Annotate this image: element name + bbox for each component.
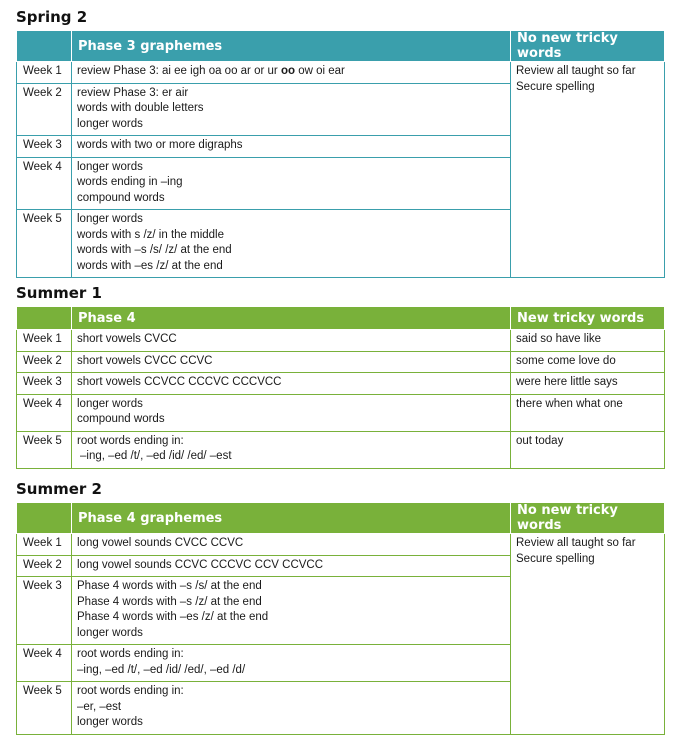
header-tricky-words: New tricky words: [511, 307, 665, 330]
week-label: Week 3: [17, 577, 72, 645]
week-label: Week 2: [17, 555, 72, 577]
header-week: [17, 307, 72, 330]
content-line: short vowels CCVCC CCCVC CCCVCC: [77, 376, 282, 388]
side-note-line: Review all taught so far: [516, 537, 636, 549]
schedule-table: [16, 502, 665, 735]
header-phase: Phase 4: [72, 307, 511, 330]
content-cell: [72, 83, 511, 136]
section-title: Spring 2: [16, 8, 88, 26]
content-line: root words ending in:: [77, 434, 184, 447]
content-line: longer words: [77, 716, 143, 728]
content-line: root words ending in:: [77, 685, 184, 697]
week-label: Week 4: [17, 157, 72, 210]
header-tricky-words: No new tricky words: [511, 31, 665, 62]
content-line: compound words: [77, 191, 165, 204]
tricky-words-cell: out today: [511, 431, 665, 468]
week-label: Week 1: [17, 534, 72, 556]
content-line: longer words: [77, 397, 143, 410]
content-cell: [72, 645, 511, 682]
tricky-words-cell: there when what one: [511, 394, 665, 431]
content-line: –ing, –ed /t/, –ed /id/ /ed/ –est: [80, 450, 232, 462]
table-row: [17, 351, 665, 373]
content-line: Phase 4 words with –es /z/ at the end: [77, 611, 269, 623]
tricky-words-cell: said so have like: [511, 330, 665, 352]
content-line: words with –es /z/ at the end: [77, 259, 223, 272]
content-line: root words ending in:: [77, 648, 184, 660]
content-cell: [72, 534, 511, 556]
content-line: longer words: [77, 626, 143, 639]
section-title: Summer 2: [16, 480, 102, 498]
table-header-row: [17, 31, 665, 62]
table-row: [17, 373, 665, 395]
header-week: [17, 31, 72, 62]
header-phase: Phase 3 graphemes: [72, 31, 511, 62]
content-line: Phase 4 words with –s /z/ at the end: [77, 595, 262, 608]
header-tricky-words: No new tricky words: [511, 503, 665, 534]
side-note-line: Secure spelling: [516, 80, 595, 93]
section-spring-2: [16, 7, 664, 278]
week-label: Week 5: [17, 210, 72, 278]
content-line: compound words: [77, 413, 165, 425]
content-line: words with double letters: [77, 102, 204, 114]
content-line: long vowel sounds CVCC CCVC: [77, 537, 244, 549]
table-row: [17, 431, 665, 468]
content-cell: [72, 351, 511, 373]
side-note-line: Review all taught so far: [516, 65, 636, 77]
header-week: [17, 503, 72, 534]
side-note-line: Secure spelling: [516, 552, 595, 565]
content-cell: [72, 682, 511, 735]
content-cell: [72, 136, 511, 158]
content-cell: [72, 431, 511, 468]
content-cell: [72, 555, 511, 577]
section-title: Summer 1: [16, 284, 102, 302]
content-line: review Phase 3: er air: [77, 86, 189, 99]
week-label: Week 1: [17, 62, 72, 84]
content-cell: [72, 157, 511, 210]
content-cell: [72, 577, 511, 645]
section-summer-1: [16, 283, 664, 469]
week-label: Week 1: [17, 330, 72, 352]
schedule-table: [16, 306, 665, 469]
week-label: Week 2: [17, 83, 72, 136]
content-line: review Phase 3: ai ee igh oa oo ar or ur oo ow oi ear: [77, 65, 345, 77]
content-line: –er, –est: [77, 700, 122, 713]
week-label: Week 2: [17, 351, 72, 373]
week-label: Week 5: [17, 431, 72, 468]
content-cell: [72, 394, 511, 431]
side-note-cell: [511, 62, 665, 278]
week-label: Week 5: [17, 682, 72, 735]
content-line: longer words: [77, 160, 143, 173]
week-label: Week 4: [17, 394, 72, 431]
schedule-table: [16, 30, 665, 278]
week-label: Week 3: [17, 136, 72, 158]
table-row: [17, 330, 665, 352]
content-line: short vowels CVCC CCVC: [77, 354, 213, 367]
content-line: words ending in –ing: [77, 176, 183, 188]
week-label: Week 3: [17, 373, 72, 395]
table-header-row: [17, 503, 665, 534]
content-cell: [72, 330, 511, 352]
content-line: longer words: [77, 213, 143, 225]
content-line: words with two or more digraphs: [77, 139, 243, 151]
content-line: short vowels CVCC: [77, 333, 177, 345]
table-row: [17, 394, 665, 431]
header-phase: Phase 4 graphemes: [72, 503, 511, 534]
content-line: words with –s /s/ /z/ at the end: [77, 244, 232, 256]
table-row: [17, 62, 665, 84]
content-line: long vowel sounds CCVC CCCVC CCV CCVCC: [77, 558, 324, 571]
tricky-words-cell: some come love do: [511, 351, 665, 373]
table-header-row: [17, 307, 665, 330]
content-line: –ing, –ed /t/, –ed /id/ /ed/, –ed /d/: [77, 663, 246, 676]
content-line: words with s /z/ in the middle: [77, 228, 225, 241]
side-note-cell: [511, 534, 665, 735]
content-line: Phase 4 words with –s /s/ at the end: [77, 580, 262, 592]
content-line: longer words: [77, 117, 143, 130]
section-summer-2: [16, 479, 664, 735]
table-row: [17, 534, 665, 556]
week-label: Week 4: [17, 645, 72, 682]
content-cell: [72, 373, 511, 395]
tricky-words-cell: were here little says: [511, 373, 665, 395]
content-cell: [72, 210, 511, 278]
content-cell: [72, 62, 511, 84]
